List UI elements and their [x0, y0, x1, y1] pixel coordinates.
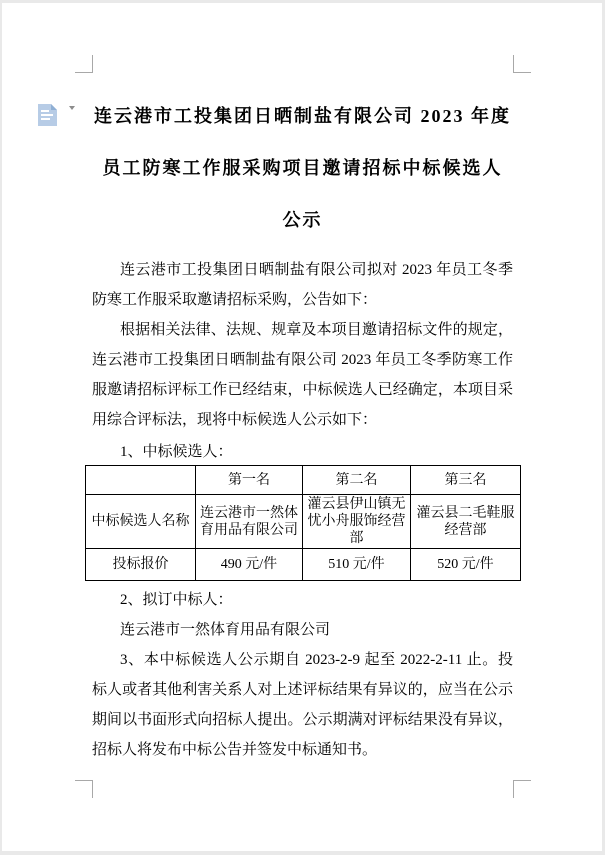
margin-crop-mark-bottom-right [513, 780, 531, 798]
title-line-3: 公示 [282, 210, 323, 230]
paragraph-item2: 2、拟订中标人： [120, 592, 233, 608]
paragraph-item1: 1、中标候选人： [120, 444, 233, 460]
title-line-1: 连云港市工投集团日晒制盐有限公司 2023 年度 [94, 106, 511, 126]
document-content [92, 73, 513, 765]
table-header-first: 第一名 [196, 466, 303, 495]
bid-candidates-table [85, 465, 521, 581]
table-header-second: 第二名 [303, 466, 411, 495]
document-options-widget[interactable] [36, 103, 77, 128]
bid-price-first: 490 元/件 [196, 549, 303, 581]
candidate-name-second: 灌云县伊山镇无忧小舟服饰经营部 [303, 495, 411, 549]
page-title [92, 90, 513, 246]
table-row-candidate-names [86, 495, 521, 549]
document-outline-icon[interactable] [36, 103, 59, 127]
margin-crop-mark-top-right [513, 55, 531, 73]
margin-crop-mark-bottom-left [75, 780, 93, 798]
table-row-bid-prices [86, 549, 521, 581]
paragraph-intro: 连云港市工投集团日晒制盐有限公司拟对 2023 年员工冬季防寒工作服采取邀请招标采购，公告如下： [92, 262, 513, 308]
paragraph-winner: 连云港市一然体育用品有限公司 [120, 622, 331, 638]
paragraph-basis: 根据相关法律、法规、规章及本项目邀请招标文件的规定，连云港市工投集团日晒制盐有限公司 2023 年员工冬季防寒工作服邀请招标评标工作已经结束，中标候选人已经确定，本项目采用综合评标法，现将中标候选人公示如下： [92, 322, 513, 428]
title-line-2: 员工防寒工作服采购项目邀请招标中标候选人 [102, 158, 503, 178]
candidate-name-first: 连云港市一然体育用品有限公司 [196, 495, 303, 549]
margin-crop-mark-top-left [75, 55, 93, 73]
candidate-name-third: 灌云县二毛鞋服经营部 [411, 495, 521, 549]
chevron-down-icon[interactable] [68, 110, 77, 128]
table-header-empty [86, 466, 196, 495]
bid-price-third: 520 元/件 [411, 549, 521, 581]
table-header-row [86, 466, 521, 495]
row-label-candidate-names: 中标候选人名称 [86, 495, 196, 549]
bid-price-second: 510 元/件 [303, 549, 411, 581]
table-header-third: 第三名 [411, 466, 521, 495]
row-label-bid-price: 投标报价 [86, 549, 196, 581]
paragraph-item3: 3、本中标候选人公示期自 2023-2-9 起至 2022-2-11 止。投标人或者其他利害关系人对上述评标结果有异议的，应当在公示期间以书面形式向招标人提出。公示期满对评标结果没有异议，招标人将发布中标公告并签发中标通知书。 [92, 652, 513, 758]
